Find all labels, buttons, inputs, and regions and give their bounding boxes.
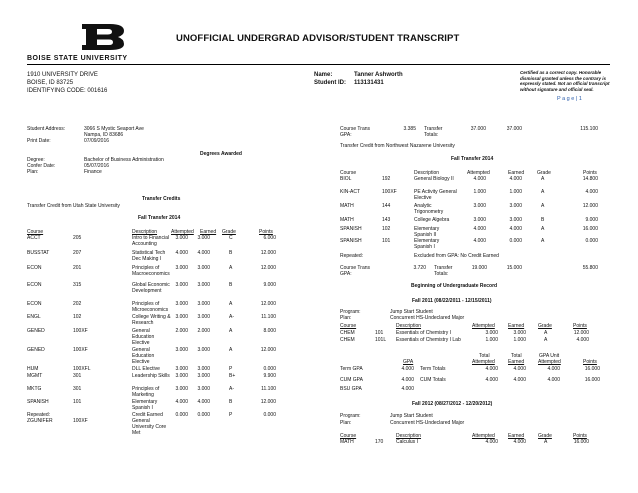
row-points: 11.100	[261, 314, 276, 320]
row-earned: 0.000	[197, 412, 210, 418]
f12-col-points: Points	[573, 433, 587, 439]
page-number: P a g e | 1	[557, 96, 582, 102]
gpa-hdr-attempted: Attempted	[472, 359, 495, 365]
row-attempted: 3.000	[175, 235, 188, 241]
fall-2011-heading: Fall 2011 (08/22/2011 - 12/15/2011)	[412, 298, 492, 304]
row-points: 4.000	[585, 189, 598, 195]
row-earned: 2.000	[197, 328, 210, 334]
row-number: 101L	[375, 337, 387, 343]
f11-col-grade: Grade	[538, 323, 552, 329]
row-grade: A-	[229, 314, 234, 320]
row-points: 12.000	[573, 330, 589, 336]
row-points: 0.000	[585, 238, 598, 244]
row-attempted: 3.000	[175, 282, 188, 288]
row-attempted: 4.000	[473, 238, 486, 244]
totals-label: Course Trans GPA:	[340, 265, 371, 277]
left-col-grade: Grade	[222, 229, 236, 235]
left-col-description: Description	[132, 229, 158, 235]
student-address-line2: Nampa, ID 83686	[84, 132, 124, 138]
row-number: 315	[73, 282, 82, 288]
row-number: 207	[73, 250, 82, 256]
confer-date: 05/07/2016	[84, 163, 110, 169]
totals-points: 55.800	[582, 265, 598, 271]
row-description: General Biology II	[414, 176, 454, 182]
gpa-points: 16.000	[584, 377, 600, 383]
totals-text: Transfer Totals:	[434, 265, 453, 277]
left-col-course: Course	[27, 229, 44, 235]
row-course: HUM	[27, 366, 39, 372]
student-id-label: Student ID:	[314, 80, 346, 86]
row-grade: A	[541, 238, 545, 244]
row-points: 4.000	[576, 337, 589, 343]
row-number: 170	[375, 439, 384, 445]
gpa-hdr-total-attempted: Total	[479, 353, 490, 359]
row-grade: B	[541, 217, 545, 223]
row-attempted: 3.000	[175, 386, 188, 392]
row-grade: A	[541, 203, 545, 209]
row-earned: 3.000	[197, 314, 210, 320]
row-attempted: 4.000	[175, 250, 188, 256]
gpa-attempted: 4.000	[485, 366, 498, 372]
f11-col-points: Points	[573, 323, 587, 329]
row-earned: 3.000	[197, 366, 210, 372]
f11-col-description: Description	[396, 323, 422, 329]
row-earned: 4.000	[197, 250, 210, 256]
gpa-hdr-points: Points	[583, 359, 597, 365]
row-number: 101	[375, 330, 384, 336]
row-course: CHEM	[340, 330, 355, 336]
row-attempted: 0.000	[175, 412, 188, 418]
row-attempted: 4.000	[473, 226, 486, 232]
row-number: 100XF	[73, 328, 88, 334]
row-description: Principles of Macroeconomics	[132, 265, 170, 277]
row-attempted: 3.000	[175, 265, 188, 271]
row-course: BIOL	[340, 176, 352, 182]
row-course: ENGL	[27, 314, 41, 320]
row-number: 301	[73, 373, 82, 379]
row-attempted: 3.000	[175, 314, 188, 320]
fall-2011-program: Jump Start Student	[390, 309, 433, 315]
fall-2012-plan: Concurrent HS-Undeclared Major	[390, 420, 465, 426]
row-course: GENED	[27, 347, 45, 353]
row-grade: B	[229, 399, 233, 405]
gpa-hdr-earned: Earned	[508, 359, 525, 365]
row-description: Elementary Spanish I	[132, 399, 158, 411]
row-number: 101	[382, 238, 391, 244]
gpa-value: 4.000	[401, 366, 414, 372]
boise-state-logo	[80, 22, 126, 52]
row-points: 16.000	[573, 439, 589, 445]
row-description: Calculus I	[396, 439, 418, 445]
row-description: Analytic Trigonometry	[414, 203, 444, 215]
header-rule	[27, 64, 610, 65]
f12-col-course: Course	[340, 433, 357, 439]
nnu-col-course: Course	[340, 170, 357, 176]
gpa-attempted: 4.000	[485, 377, 498, 383]
row-attempted: 3.000	[473, 203, 486, 209]
row-description: College Writing & Research	[132, 314, 171, 326]
degrees-heading: Degrees Awarded	[200, 151, 242, 157]
row-points: 9.900	[263, 373, 276, 379]
row-grade: A	[541, 189, 545, 195]
fall-2012-program: Jump Start Student	[390, 413, 433, 419]
f11-col-course: Course	[340, 323, 357, 329]
row-description: College Algebra	[414, 217, 450, 223]
row-course: MGMT	[27, 373, 43, 379]
row-earned: 3.000	[197, 265, 210, 271]
name-label: Name:	[314, 72, 333, 78]
row-attempted: 1.000	[485, 337, 498, 343]
row-grade: A	[229, 347, 233, 353]
row-course: ECON	[27, 282, 42, 288]
fall-2011-plan-label: Plan:	[340, 315, 352, 321]
row-grade: A	[229, 301, 233, 307]
row-points: 8.000	[263, 328, 276, 334]
row-attempted: 3.000	[473, 217, 486, 223]
row-points: 12.000	[260, 265, 276, 271]
totals-attempted: 19.000	[471, 265, 487, 271]
plan-value: Finance	[84, 169, 102, 175]
row-earned: 3.000	[197, 347, 210, 353]
nnu-col-earned: Earned	[508, 170, 525, 176]
f12-col-description: Description	[396, 433, 422, 439]
repeated-label: Repeated:	[340, 253, 364, 259]
row-number: 144	[382, 203, 391, 209]
row-earned: 4.000	[509, 176, 522, 182]
row-attempted: 4.000	[473, 176, 486, 182]
totals-points: 115.100	[580, 126, 598, 132]
row-number: 301	[73, 386, 82, 392]
totals-earned: 15.000	[506, 265, 522, 271]
row-grade: A	[229, 265, 233, 271]
row-description: Statistical Tech Dec Making I	[132, 250, 166, 262]
row-grade: B	[229, 282, 233, 288]
left-col-attempted: Attempted	[171, 229, 194, 235]
nnu-col-grade: Grade	[537, 170, 551, 176]
gpa-earned: 4.000	[513, 377, 526, 383]
row-points: 11.100	[261, 386, 276, 392]
gpa-points: 16.000	[584, 366, 600, 372]
row-description: Elementary Spanish II	[414, 226, 440, 238]
row-course: KIN-ACT	[340, 189, 360, 195]
f12-col-grade: Grade	[538, 433, 552, 439]
fall-2012-heading: Fall 2012 (08/27/2012 - 12/20/2012)	[412, 401, 493, 407]
row-description: PE Activity General Elective	[414, 189, 457, 201]
nnu-col-attempted: Attempted	[467, 170, 490, 176]
nnu-col-points: Points	[583, 170, 597, 176]
row-earned: 3.000	[197, 282, 210, 288]
row-description: Essentials of Chemistry I Lab	[396, 337, 461, 343]
row-course: MATH	[340, 217, 354, 223]
gpa-hdr-total-earned: Total	[511, 353, 522, 359]
confer-date-label: Confer Date:	[27, 163, 56, 169]
transfer-from-nnu: Transfer Credit from Northwest Nazarene University	[340, 143, 455, 149]
row-grade: A	[544, 439, 548, 445]
row-number: 102	[73, 314, 82, 320]
row-attempted: 2.000	[175, 328, 188, 334]
row-number: 192	[382, 176, 391, 182]
gpa-totals-label: CUM Totals	[420, 377, 446, 383]
gpa-row-label: Term GPA	[340, 366, 363, 372]
row-points: 12.000	[260, 301, 276, 307]
row-points: 9.000	[263, 282, 276, 288]
row-points: 9.000	[585, 217, 598, 223]
row-description: General Education Elective	[132, 328, 155, 346]
row-grade: A	[544, 330, 548, 336]
row-course: SPANISH	[340, 238, 362, 244]
row-earned: 1.000	[513, 337, 526, 343]
fall-2011-plan: Concurrent HS-Undeclared Major	[390, 315, 465, 321]
row-number: 143	[382, 217, 391, 223]
row-earned: 3.000	[513, 330, 526, 336]
row-description: General Education Elective	[132, 347, 155, 365]
row-attempted: 3.000	[485, 330, 498, 336]
student-address-line1: 3066 S Mystic Seaport Ave	[84, 126, 144, 132]
row-description: Principles of Marketing	[132, 386, 160, 398]
student-id: 113131431	[354, 80, 384, 86]
row-earned: 3.000	[509, 203, 522, 209]
totals-text: Transfer Totals:	[424, 126, 443, 138]
totals-gpa: 3.720	[413, 265, 426, 271]
row-number: 100XF	[382, 189, 397, 195]
university-wordmark: BOISE STATE UNIVERSITY	[27, 55, 128, 62]
left-term-heading: Fall Transfer 2014	[138, 215, 181, 221]
gpa-row-label: CUM GPA	[340, 377, 363, 383]
row-grade: P	[229, 412, 233, 418]
row-attempted: 3.000	[175, 347, 188, 353]
totals-earned: 37.000	[506, 126, 522, 132]
gpa-unit-attempted: 4.000	[547, 366, 560, 372]
row-number: 202	[73, 301, 82, 307]
row-earned: 0.000	[509, 238, 522, 244]
row-course: CHEM	[340, 337, 355, 343]
row-attempted: 3.000	[175, 301, 188, 307]
row-attempted: 3.000	[175, 366, 188, 372]
row-grade: C	[229, 235, 233, 241]
totals-gpa: 3.385	[403, 126, 416, 132]
gpa-unit-attempted: 4.000	[547, 377, 560, 383]
row-attempted: 4.000	[485, 439, 498, 445]
row-points: 6.000	[263, 235, 276, 241]
nnu-term-heading: Fall Transfer 2014	[451, 156, 494, 162]
gpa-hdr-gpa-unit: GPA Unit	[539, 353, 560, 359]
row-grade: A	[544, 337, 548, 343]
row-earned: 1.000	[509, 189, 522, 195]
degree-value: Bachelor of Business Administration	[84, 157, 164, 163]
row-grade: A	[541, 226, 545, 232]
bsu-gpa-value: 4.000	[401, 386, 414, 392]
row-course: SPANISH	[340, 226, 362, 232]
row-course: MKTG	[27, 386, 42, 392]
row-description: DLL Elective	[132, 366, 160, 372]
left-col-earned: Earned	[200, 229, 217, 235]
row-earned: 3.000	[197, 386, 210, 392]
row-description: Intro to Financial Accounting	[132, 235, 169, 247]
row-description: Elementary Spanish I	[414, 238, 440, 250]
university-address-line2: BOISE, ID 83725	[27, 80, 74, 86]
undergrad-record-heading: Beginning of Undergraduate Record	[411, 283, 498, 289]
row-points: 12.000	[260, 399, 276, 405]
print-date-label: Print Date:	[27, 138, 51, 144]
transfer-credits-heading: Transfer Credits	[142, 196, 181, 202]
row-points: 12.000	[582, 203, 598, 209]
repeated-note: Excluded from GPA: No Credit Earned	[414, 253, 499, 259]
row-course: ZGUNIFER	[27, 418, 53, 424]
row-number: 201	[73, 265, 82, 271]
row-attempted: 4.000	[175, 399, 188, 405]
gpa-value: 4.000	[401, 377, 414, 383]
row-grade: B+	[229, 373, 236, 379]
degree-label: Degree:	[27, 157, 45, 163]
row-course: GENED	[27, 328, 45, 334]
row-description: Credit Earned General University Core Met	[132, 412, 167, 436]
plan-label: Plan:	[27, 169, 39, 175]
fall-2012-plan-label: Plan:	[340, 420, 352, 426]
totals-attempted: 37.000	[470, 126, 486, 132]
university-address-line1: 1910 UNIVERSITY DRIVE	[27, 72, 98, 78]
page-title: UNOFFICIAL UNDERGRAD ADVISOR/STUDENT TRANSCRIPT	[176, 33, 460, 44]
row-course: ECON	[27, 301, 42, 307]
f11-col-attempted: Attempted	[472, 323, 495, 329]
row-grade: B	[229, 250, 233, 256]
row-course: SPANISH	[27, 399, 49, 405]
row-points: 12.000	[260, 347, 276, 353]
totals-label: Course Trans GPA:	[340, 126, 371, 138]
row-earned: 4.000	[509, 226, 522, 232]
row-grade: P	[229, 366, 233, 372]
gpa-hdr-gpa: GPA	[403, 359, 414, 365]
row-description: Global Economic Development	[132, 282, 170, 294]
fall-2012-program-label: Program:	[340, 413, 361, 419]
identifying-code: IDENTIFYING CODE: 001616	[27, 88, 108, 94]
row-description: Essentials of Chemistry I	[396, 330, 452, 336]
student-name: Tanner Ashworth	[354, 72, 403, 78]
row-course: MATH	[340, 203, 354, 209]
row-grade: A	[541, 176, 545, 182]
row-number: 205	[73, 235, 82, 241]
row-attempted: 1.000	[473, 189, 486, 195]
f12-col-earned: Earned	[508, 433, 525, 439]
row-number: 102	[382, 226, 391, 232]
row-number: 100XF	[73, 418, 88, 424]
transfer-from-usu: Transfer Credit from Utah State University	[27, 203, 120, 209]
row-earned: 3.000	[197, 301, 210, 307]
row-grade: A	[229, 328, 233, 334]
row-points: 14.800	[582, 176, 598, 182]
row-course: MATH	[340, 439, 354, 445]
row-earned: 3.000	[197, 373, 210, 379]
row-number: 100XF	[73, 347, 88, 353]
row-repeated-label: Repeated:	[27, 412, 51, 418]
gpa-earned: 4.000	[513, 366, 526, 372]
f11-col-earned: Earned	[508, 323, 525, 329]
row-course: BUSSTAT	[27, 250, 50, 256]
row-points: 12.000	[260, 250, 276, 256]
gpa-hdr-unit-attempted: Attempted	[538, 359, 561, 365]
row-earned: 4.000	[513, 439, 526, 445]
row-earned: 3.000	[197, 235, 210, 241]
row-description: Principles of Microeconomics	[132, 301, 169, 313]
row-number: 100XFL	[73, 366, 91, 372]
fall-2011-program-label: Program:	[340, 309, 361, 315]
row-points: 0.000	[263, 366, 276, 372]
row-earned: 3.000	[509, 217, 522, 223]
bsu-gpa-label: BSU GPA	[340, 386, 362, 392]
row-description: Leadership Skills	[132, 373, 170, 379]
row-course: ACCT	[27, 235, 41, 241]
certification-note: Certified as a correct copy. Honorable dismissal granted unless the contrary is expressly stated. Not an official transcript without signature and official seal.	[520, 70, 610, 92]
row-points: 0.000	[263, 412, 276, 418]
row-earned: 4.000	[197, 399, 210, 405]
row-grade: A-	[229, 386, 234, 392]
student-address-label: Student Address:	[27, 126, 66, 132]
row-points: 16.000	[582, 226, 598, 232]
nnu-col-description: Description	[414, 170, 440, 176]
gpa-totals-label: Term Totals	[420, 366, 446, 372]
f12-col-attempted: Attempted	[472, 433, 495, 439]
print-date: 07/09/2016	[84, 138, 110, 144]
row-number: 101	[73, 399, 82, 405]
row-attempted: 3.000	[175, 373, 188, 379]
left-col-points: Points	[259, 229, 273, 235]
row-course: ECON	[27, 265, 42, 271]
